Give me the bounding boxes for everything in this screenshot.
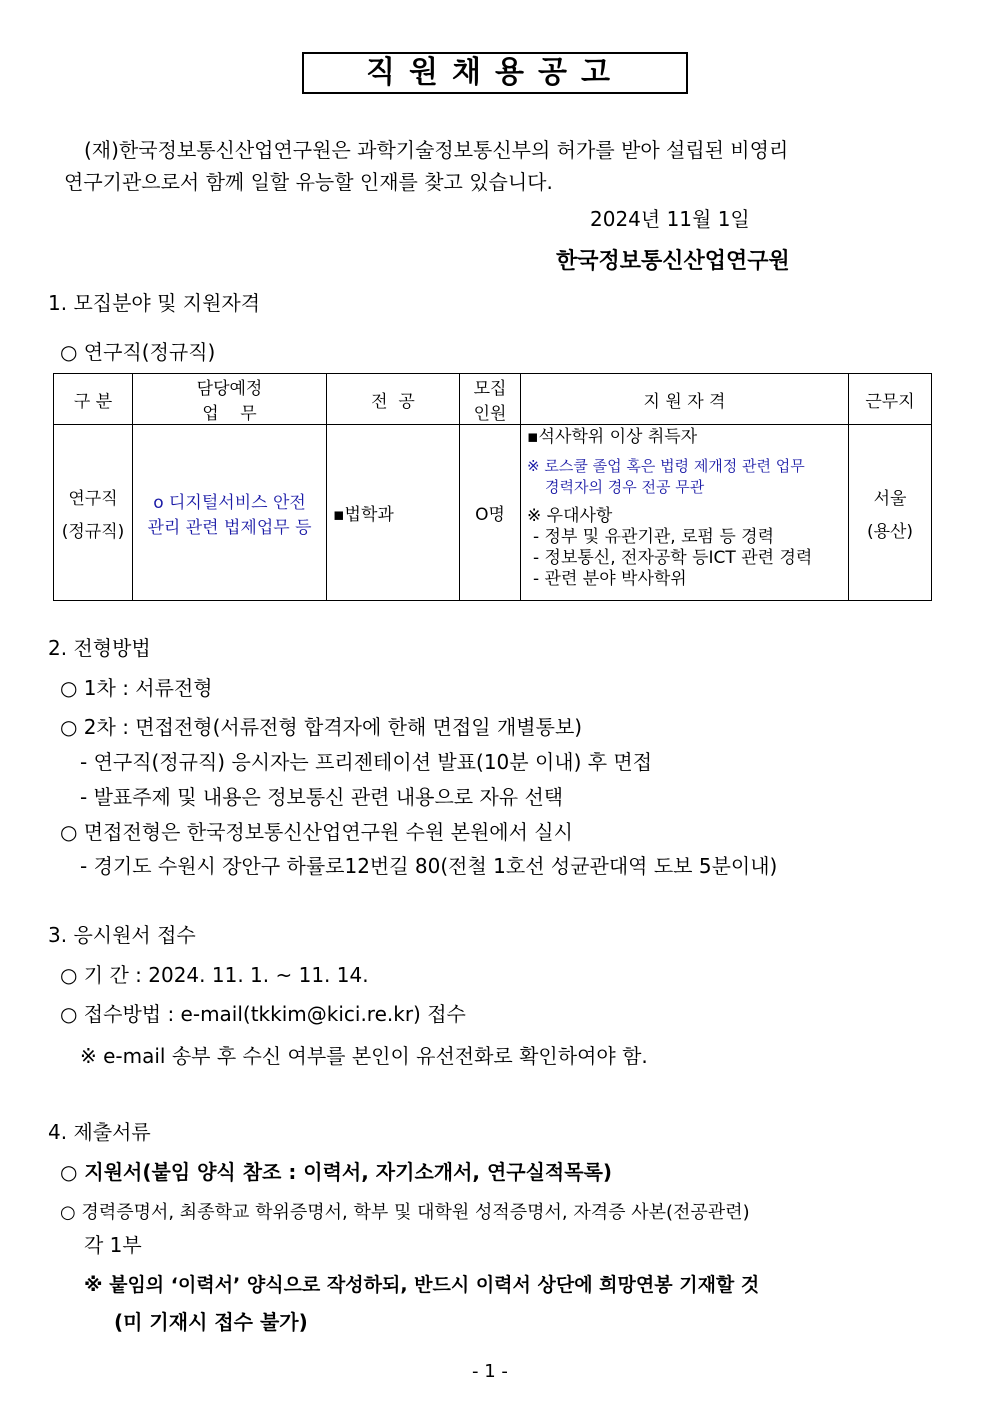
header-duty-top: 담당예정 bbox=[196, 379, 263, 399]
section-4-item-1: ○ 지원서(붙임 양식 참조 : 이력서, 자기소개서, 연구실적목록) bbox=[60, 1160, 613, 1184]
cell-location bbox=[849, 425, 932, 601]
table-header-row bbox=[54, 374, 932, 425]
section-2-item-2b: - 발표주제 및 내용은 정보통신 관련 내용으로 자유 선택 bbox=[80, 785, 564, 809]
header-major: 전 공 bbox=[327, 374, 460, 425]
table-row bbox=[54, 425, 932, 601]
header-duty-bottom: 업 무 bbox=[202, 404, 257, 424]
location-bottom: (용산) bbox=[866, 521, 914, 542]
intro-line-1: (재)한국정보통신산업연구원은 과학기술정보통신부의 허가를 받아 설립된 비영리 bbox=[84, 138, 789, 162]
header-count bbox=[460, 374, 521, 425]
section-1-sub: ○ 연구직(정규직) bbox=[60, 340, 216, 364]
duty-line-1: o 디지털서비스 안전 bbox=[153, 492, 306, 513]
section-2-item-1: ○ 1차 : 서류전형 bbox=[60, 676, 213, 700]
header-category: 구 분 bbox=[54, 374, 133, 425]
cell-count: O명 bbox=[460, 425, 521, 601]
section-3-heading: 3. 응시원서 접수 bbox=[48, 923, 196, 947]
section-2-item-2: ○ 2차 : 면접전형(서류전형 합격자에 한해 면접일 개별통보) bbox=[60, 715, 583, 739]
page-title: 직원채용공고 bbox=[302, 52, 688, 94]
section-2-item-3: ○ 면접전형은 한국정보통신산업연구원 수원 본원에서 실시 bbox=[60, 820, 573, 844]
section-2-item-3a: - 경기도 수원시 장안구 하률로12번길 80(전철 1호선 성균관대역 도보 5분이내) bbox=[80, 854, 778, 878]
header-count-top: 모집 bbox=[473, 379, 507, 399]
cell-duty bbox=[133, 425, 327, 601]
section-2-item-2a: - 연구직(정규직) 응시자는 프리젠테이션 발표(10분 이내) 후 면접 bbox=[80, 750, 653, 774]
header-duty bbox=[133, 374, 327, 425]
category-bottom: (정규직) bbox=[61, 521, 125, 542]
section-2-heading: 2. 전형방법 bbox=[48, 636, 151, 660]
header-location: 근무지 bbox=[849, 374, 932, 425]
section-3-item-2: ○ 접수방법 : e-mail(tkkim@kici.re.kr) 접수 bbox=[60, 1002, 466, 1026]
recruitment-table bbox=[53, 373, 932, 601]
qual-preference: ※ 우대사항 bbox=[527, 506, 613, 526]
qual-preference-1: - 정부 및 유관기관, 로펌 등 경력 bbox=[533, 527, 775, 547]
section-1-heading: 1. 모집분야 및 지원자격 bbox=[48, 291, 261, 315]
section-4-item-2-line-2: 각 1부 bbox=[84, 1233, 142, 1257]
header-qualification: 지 원 자 격 bbox=[521, 374, 849, 425]
section-4-heading: 4. 제출서류 bbox=[48, 1120, 151, 1144]
cell-category bbox=[54, 425, 133, 601]
intro-line-2: 연구기관으로서 함께 일할 유능할 인재를 찾고 있습니다. bbox=[64, 170, 553, 194]
section-3-item-1: ○ 기 간 : 2024. 11. 1. ~ 11. 14. bbox=[60, 963, 369, 987]
cell-major: ▪법학과 bbox=[327, 425, 460, 601]
section-4-note-line-2: (미 기재시 접수 불가) bbox=[114, 1310, 308, 1334]
qual-note-1: ※ 로스쿨 졸업 혹은 법령 제개정 관련 업무 bbox=[527, 457, 805, 475]
announcement-date: 2024년 11월 1일 bbox=[590, 207, 750, 231]
qual-preference-2: - 정보통신, 전자공학 등ICT 관련 경력 bbox=[533, 548, 813, 568]
qual-line-1: ▪석사학위 이상 취득자 bbox=[527, 427, 698, 447]
location-top: 서울 bbox=[873, 488, 907, 509]
qual-note-2: 경력자의 경우 전공 무관 bbox=[545, 478, 705, 496]
section-3-note: ※ e-mail 송부 후 수신 여부를 본인이 유선전화로 확인하여야 함. bbox=[80, 1044, 648, 1068]
organization-name: 한국정보통신산업연구원 bbox=[556, 248, 790, 274]
qual-preference-3: - 관련 분야 박사학위 bbox=[533, 569, 687, 589]
section-4-item-2-line-1: ○ 경력증명서, 최종학교 학위증명서, 학부 및 대학원 성적증명서, 자격증 사본(전공관련) bbox=[60, 1202, 750, 1223]
duty-line-2: 관리 관련 법제업무 등 bbox=[147, 517, 312, 538]
section-4-note-line-1: ※ 붙임의 ‘이력서’ 양식으로 작성하되, 반드시 이력서 상단에 희망연봉 기재할 것 bbox=[84, 1274, 760, 1296]
header-count-bottom: 인원 bbox=[473, 404, 507, 424]
cell-qualification bbox=[521, 425, 849, 601]
page-number: - 1 - bbox=[472, 1361, 508, 1382]
category-top: 연구직 bbox=[68, 488, 118, 509]
